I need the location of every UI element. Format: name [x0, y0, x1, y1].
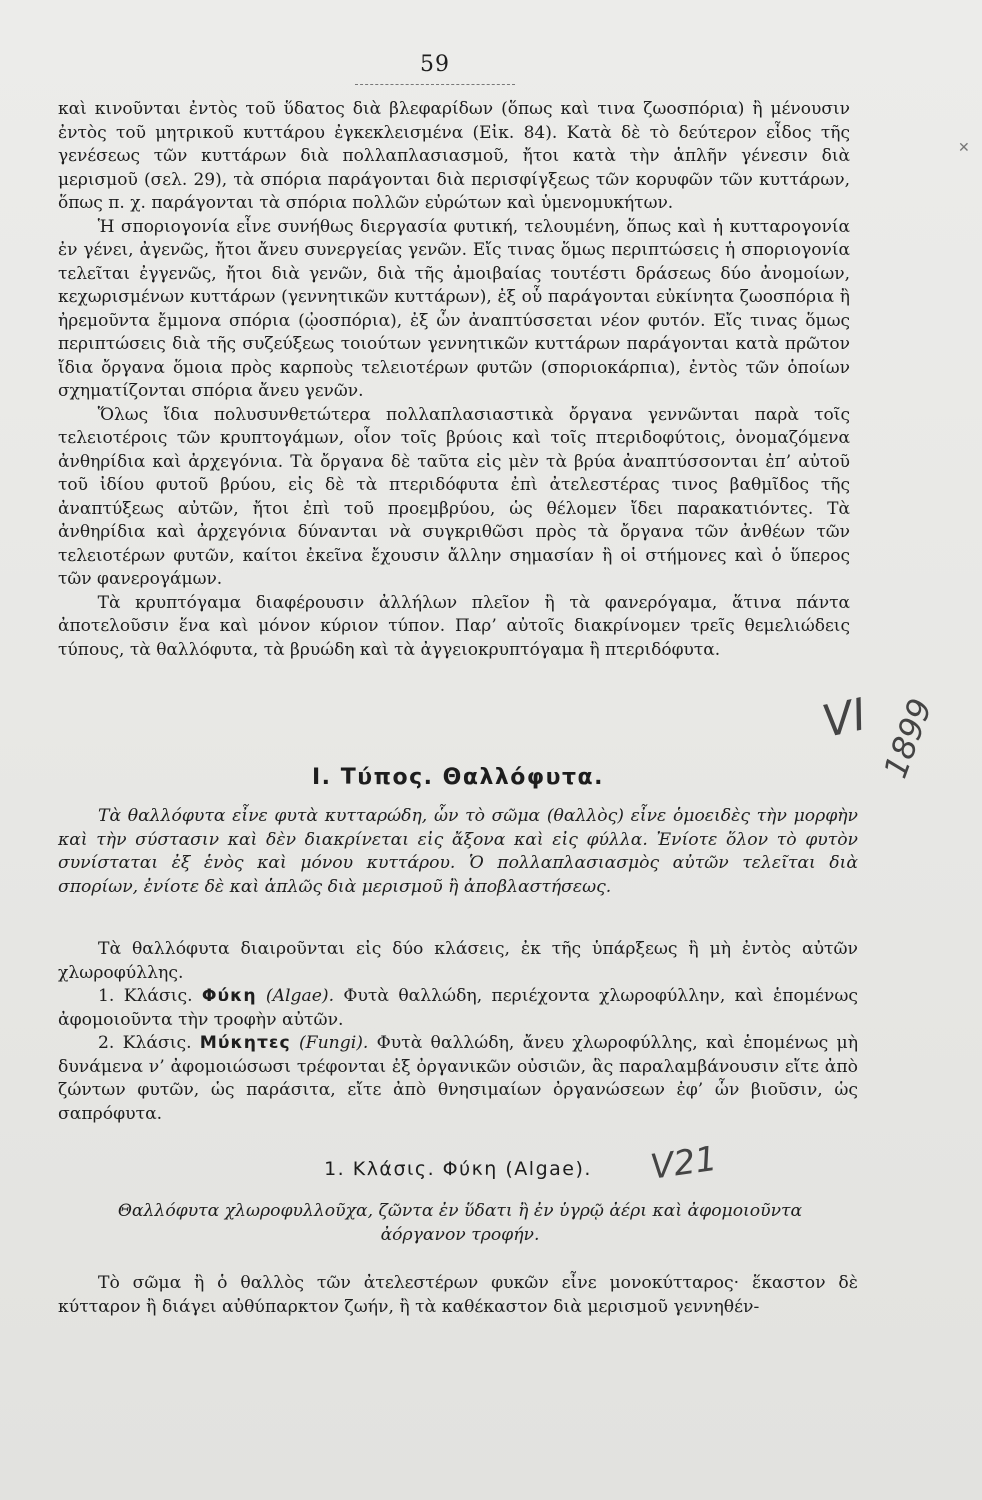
class-1-name: Φύκη: [201, 986, 257, 1006]
definition-text: Τὰ θαλλόφυτα εἶνε φυτὰ κυτταρώδη, ὧν τὸ σῶμα (θαλλὸς) εἶνε ὁμοειδὲς τὴν μορφὴν καὶ τὴν σύστασιν καὶ δὲν διακρίνεται εἰς ἄξονα καὶ εἰς φύλλα. Ἐνίοτε ὅλον τὸ φυτὸν συνίσταται ἐξ ἑνὸς καὶ μόνου κυττάρου. Ὁ πολλαπλασιασμὸς αὐτῶν τελεῖται διὰ σπορίων, ἐνίοτε δὲ καὶ ἁπλῶς διὰ μερισμοῦ ἢ ἀποβλαστήσεως.: [58, 806, 858, 897]
class-2-number: 2. Κλάσις.: [98, 1033, 192, 1053]
class-2-latin: (Fungi).: [298, 1033, 369, 1053]
classes-section: [58, 938, 858, 1126]
heading-class-algae: 1. Κλάσις. Φύκη (Algae).: [324, 1158, 592, 1180]
class-1-desc: Φυτὰ θαλλώδη, περιέχοντα χλωροφύλλην, καὶ ἑπομένως ἀφομοιοῦντα τὴν τροφὴν αὐτῶν.: [58, 986, 858, 1030]
algae-definition: Θαλλόφυτα χλωροφυλλοῦχα, ζῶντα ἐν ὕδατι ἢ ἐν ὑγρῷ ἀέρι καὶ ἀφομοιοῦντα ἀόργανον τροφήν.: [117, 1201, 803, 1245]
page-number: 59: [420, 52, 450, 77]
class-1-entry: [58, 985, 858, 1032]
class-1-number: 1. Κλάσις.: [98, 986, 193, 1006]
paragraph-3: Ὅλως ἴδια πολυσυνθετώτερα πολλαπλασιαστικὰ ὄργανα γεννῶνται παρὰ τοῖς τελειοτέροις τῶν κρυπτογάμων, οἷον τοῖς βρύοις καὶ τοῖς πτεριδοφύτοις, ὀνομαζόμενα ἀνθηρίδια καὶ ἀρχεγόνια. Τὰ ὄργανα δὲ ταῦτα εἰς μὲν τὰ βρύα ἀναπτύσσονται ἐπ’ αὐτοῦ τοῦ ἰδίου φυτοῦ βρύου, εἰς δὲ τὰ πτεριδόφυτα ἐπὶ ἀτελεστέρας τινος βαθμῖδος τῆς ἀναπτύξεως αὐτῶν, ἤτοι ἐπὶ τοῦ προεμβρύου, ὡς θέλομεν ἴδει παρακατιόντες. Τὰ ἀνθηρίδια καὶ ἀρχεγόνια δύνανται νὰ συγκριθῶσι πρὸς τὰ ὄργανα τῶν ἀνθέων τῶν τελειοτέρων φυτῶν, καίτοι ἐκεῖνα ἔχουσιν ἄλλην σημασίαν ἢ οἱ στήμονες καὶ ὁ ὕπερος τῶν φανερογάμων.: [58, 404, 851, 589]
division-intro: Τὰ θαλλόφυτα διαιροῦνται εἰς δύο κλάσεις, ἐκ τῆς ὑπάρξεως ἢ μὴ ἐντὸς αὐτῶν χλωροφύλλης.: [58, 939, 858, 983]
page-number-rule: [355, 84, 515, 85]
handwritten-mark-a: VI: [818, 689, 871, 748]
body-text-top: [58, 98, 850, 662]
paragraph-1: καὶ κινοῦνται ἐντὸς τοῦ ὕδατος διὰ βλεφαρίδων (ὅπως καὶ τινα ζωοσπόρια) ἢ μένουσιν ἐντὸς τοῦ μητρικοῦ κυττάρου ἐγκεκλεισμένα (Εἰκ. 84). Κατὰ δὲ τὸ δεύτερον εἶδος τῆς γενέσεως τῶν κυττάρων διὰ πολλαπλασιασμοῦ, ἤτοι κατὰ τὴν ἁπλῆν γένεσιν διὰ μερισμοῦ (σελ. 29), τὰ σπόρια παράγονται διὰ περισφίγξεως τῶν κορυφῶν τῶν κυττάρων, ὅπως π. χ. παράγονται τὰ σπόρια πολλῶν εὐρώτων καὶ ὑμενομυκήτων.: [58, 99, 850, 213]
heading-type-thallophyta: I. Τύπος. Θαλλόφυτα.: [312, 765, 604, 790]
body-text-bottom: [58, 1272, 858, 1319]
class-1-latin: (Algae).: [265, 986, 335, 1006]
class-2-entry: [58, 1032, 858, 1126]
handwritten-mark-c: V21: [648, 1138, 720, 1188]
paragraph-2: Ἡ σποριογονία εἶνε συνήθως διεργασία φυτική, τελουμένη, ὅπως καὶ ἡ κυτταρογονία ἐν γένει, ἀγενῶς, ἤτοι ἄνευ συνεργείας γενῶν. Εἴς τινας ὅμως περιπτώσεις ἡ σποριογονία τελεῖται ἐγγενῶς, ἤτοι διὰ γενῶν, διὰ τῆς ἀμοιβαίας τουτέστι δράσεως δύο ἀνομοίων, κεχωρισμένων κυττάρων (γεννητικῶν κυττάρων), ἐξ οὗ παράγονται εὐκίνητα ζωοσπόρια ἢ ἠρεμοῦντα ἔμμονα σπόρια (ᾠοσπόρια), ἐξ ὧν ἀναπτύσσεται νέον φυτόν. Εἴς τινας ὅμως περιπτώσεις διὰ τῆς συζεύξεως τοιούτων γεννητικῶν κυττάρων παράγονται κατὰ πρῶτον ἴδια ὄργανα ὅμοια πρὸς καρποὺς τελειοτέρων φυτῶν (σποριοκάρπια), ἐντὸς τῶν ὁποίων σχηματίζονται σπόρια ἄνευ γενῶν.: [58, 216, 851, 401]
class-2-desc: Φυτὰ θαλλώδη, ἄνευ χλωροφύλλης, καὶ ἑπομένως μὴ δυνάμενα ν’ ἀφομοιώσωσι τρέφονται ἐξ ὀργανικῶν οὐσιῶν, ἃς παραλαμβάνουσιν εἴτε ἀπὸ ζώντων φυτῶν, ὡς παράσιτα, εἴτε ἀπὸ θνησιμαίων ὀργανώσεων ἐφ’ ὧν βιοῦσιν, ὡς σαπρόφυτα.: [58, 1033, 859, 1124]
class-2-name: Μύκητες: [199, 1033, 291, 1053]
paragraph-4: Τὰ κρυπτόγαμα διαφέρουσιν ἀλλήλων πλεῖον ἢ τὰ φανερόγαμα, ἅτινα πάντα ἀποτελοῦσιν ἕνα καὶ μόνον κύριον τύπον. Παρ’ αὐτοῖς διακρίνομεν τρεῖς θεμελιώδεις τύπους, τὰ θαλλόφυτα, τὰ βρυώδη καὶ τὰ ἀγγειοκρυπτόγαμα ἢ πτεριδόφυτα.: [58, 592, 851, 660]
last-paragraph: Τὸ σῶμα ἢ ὁ θαλλὸς τῶν ἀτελεστέρων φυκῶν εἶνε μονοκύτταρος· ἕκαστον δὲ κύτταρον ἢ διάγει αὐθύπαρκτον ζωήν, ἢ τὰ καθέκαστον διὰ μερισμοῦ γεννηθέν-: [58, 1273, 858, 1317]
margin-mark: ✕: [958, 140, 970, 156]
handwritten-mark-b: 1899: [876, 693, 940, 783]
definition-thallophyta: [58, 805, 858, 899]
